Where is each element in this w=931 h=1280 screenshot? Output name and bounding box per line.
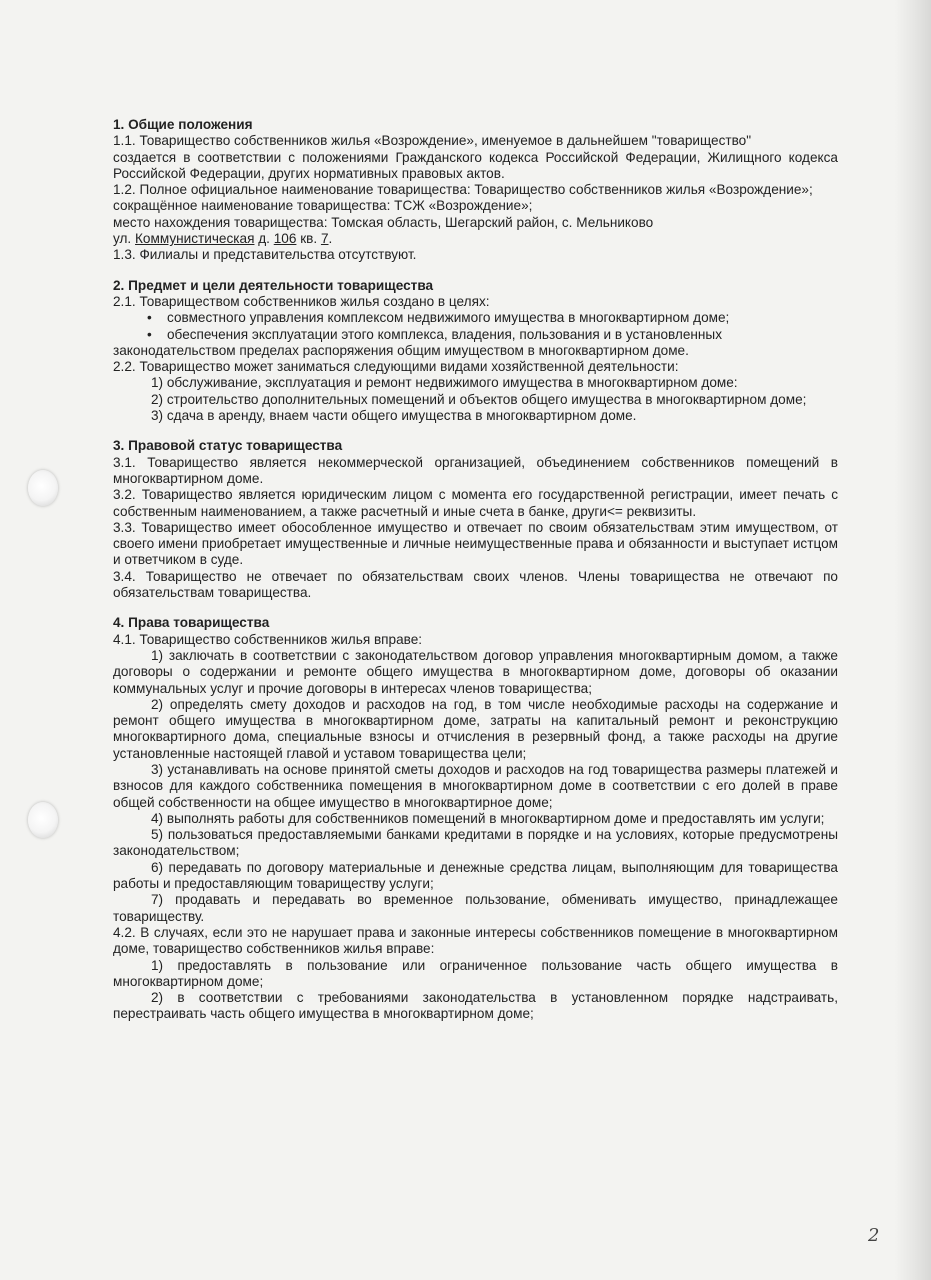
- address-line: [113, 231, 838, 247]
- punch-hole: [28, 802, 58, 838]
- paragraph: 3.4. Товарищество не отвечает по обязательствам своих членов. Члены товарищества не отвечают по обязательствам товарищества.: [113, 568, 838, 601]
- list-item: 1) предоставлять в пользование или ограниченное пользование часть общего имущества в многоквартирном доме;: [113, 957, 838, 989]
- list-item: 2) определять смету доходов и расходов на год, в том числе необходимые расходы на содержание и ремонт общего имущества в многоквартирном доме, затраты на капитальный ремонт и реконструкцию многоквартирного дома, специальные взносы и отчисления в резервный фонд, а также расходы на другие установленные настоящей главой и уставом товарищества цели;: [113, 696, 838, 761]
- address-prefix: ул.: [113, 231, 132, 247]
- address-apt: 7: [320, 231, 329, 247]
- paragraph: 4.2. В случаях, если это не нарушает права и законные интересы собственников помещение в многоквартирном доме, товарищество собственников жилья вправе:: [113, 924, 838, 957]
- address-house-label: д.: [258, 231, 270, 247]
- section-heading: 4. Права товарищества: [113, 615, 270, 631]
- paragraph: 3.1. Товарищество является некоммерческой организацией, объединением собственников помещений в многоквартирном доме.: [113, 454, 838, 486]
- address-apt-label: кв.: [300, 231, 318, 247]
- document-body: [113, 117, 838, 1023]
- list-item: 2) в соответствии с требованиями законодательства в установленном порядке надстраивать, перестраивать часть общего имущества в многоквартирном доме;: [113, 990, 838, 1022]
- list-item: 7) продавать и передавать во временное пользование, обменивать имущество, принадлежащее товариществу.: [113, 892, 838, 924]
- paragraph: законодательством пределах распоряжения общим имуществом в многоквартирном доме.: [113, 342, 689, 358]
- list-item: 1) обслуживание, эксплуатация и ремонт недвижимого имущества в многоквартирном доме:: [151, 375, 738, 391]
- paragraph: 1.2. Полное официальное наименование товарищества: Товарищество собственников жилья «Возрождение»;: [113, 182, 813, 198]
- bullet-list: [113, 310, 838, 343]
- paragraph: 3.3. Товарищество имеет обособленное имущество и отвечает по своим обязательствам этим имуществом, от своего имени приобретает имущественные и личные неимущественные права и обязанности и выступает истцом и ответчиком в суде.: [113, 519, 838, 568]
- list-item: • обеспечения эксплуатации этого комплекса, владения, пользования и в установленных: [147, 327, 838, 343]
- list-item: 4) выполнять работы для собственников помещений в многоквартирном доме и предоставлять им услуги;: [151, 810, 825, 826]
- page-edge-shadow: [895, 0, 931, 1280]
- paragraph: место нахождения товарищества: Томская область, Шегарский район, с. Мельниково: [113, 214, 654, 230]
- punch-hole: [28, 470, 58, 506]
- paragraph: 4.1. Товарищество собственников жилья вправе:: [113, 631, 423, 647]
- section-heading: 2. Предмет и цели деятельности товарищества: [113, 277, 434, 293]
- paragraph: 3.2. Товарищество является юридическим лицом с момента его государственной регистрации, имеет печать с собственным наименованием, а также расчетный и иные счета в банке, други<= реквизиты.: [113, 487, 838, 519]
- list-item: 3) сдача в аренду, внаем части общего имущества в многоквартирном доме.: [151, 408, 637, 424]
- paragraph: создается в соответствии с положениями Гражданского кодекса Российской Федерации, Жилищного кодекса Российской Федерации, других нормативных правовых актов.: [113, 149, 838, 181]
- address-house: 106: [273, 231, 297, 247]
- page-number: 2: [868, 1225, 880, 1246]
- paragraph: 2.2. Товарищество может заниматься следующими видами хозяйственной деятельности:: [113, 359, 679, 375]
- list-item: 2) строительство дополнительных помещений и объектов общего имущества в многоквартирном доме;: [151, 391, 807, 407]
- paragraph: 1.1. Товарищество собственников жилья «Возрождение», именуемое в дальнейшем "товарищество": [113, 133, 752, 149]
- list-item: 3) устанавливать на основе принятой сметы доходов и расходов на год товарищества размеры платежей и взносов для каждого собственника помещения в многоквартирном доме в соответствии с его долей в праве общей собственности на общее имущество в многоквартирное доме;: [113, 761, 838, 810]
- list-item: • совместного управления комплексом недвижимого имущества в многоквартирном доме;: [147, 310, 838, 326]
- paragraph: 1.3. Филиалы и представительства отсутствуют.: [113, 247, 417, 263]
- address-street: Коммунистическая: [135, 231, 255, 247]
- address-end: .: [328, 231, 333, 247]
- list-item: 1) заключать в соответствии с законодательством договор управления многоквартирным домом, а также договоры о содержании и ремонте общего имущества в многоквартирном доме, договоры об оказании коммунальных услуг и прочие договоры в интересах членов товарищества;: [113, 647, 838, 696]
- paragraph: сокращённое наименование товарищества: ТСЖ «Возрождение»;: [113, 198, 533, 214]
- paragraph: 2.1. Товариществом собственников жилья создано в целях:: [113, 293, 490, 309]
- list-item: 6) передавать по договору материальные и денежные средства лицам, выполняющим для товарищества работы и предоставляющим товариществу услуги;: [113, 859, 838, 892]
- section-heading: 3. Правовой статус товарищества: [113, 438, 343, 454]
- section-heading: 1. Общие положения: [113, 117, 253, 132]
- list-item: 5) пользоваться предоставляемыми банками кредитами в порядке и на условиях, которые предусмотрены законодательством;: [113, 827, 838, 859]
